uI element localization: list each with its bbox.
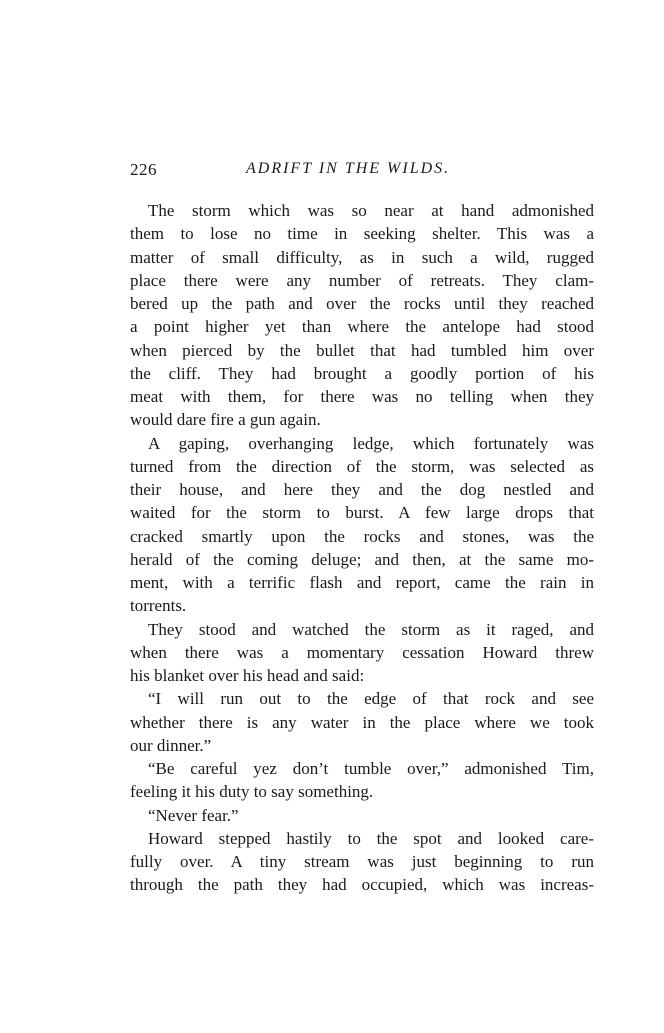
text-line: ment, with a terrific flash and report, came the rain in — [130, 573, 594, 592]
text-line: fully over. A tiny stream was just beginning to run — [130, 852, 594, 871]
text-line: whether there is any water in the place where we took — [130, 712, 594, 732]
text-line: waited for the storm to burst. A few large drops that — [130, 503, 594, 523]
text-line: They stood and watched the storm as it raged, and — [148, 619, 594, 639]
text-line: turned from the direction of the storm, was selected as — [130, 456, 594, 476]
text-line: cracked smartly upon the rocks and stones, was the — [130, 526, 594, 546]
text-line: “Never fear.” — [148, 805, 239, 825]
text-line: when there was a momentary cessation Howard threw — [130, 642, 594, 662]
text-line: “Be careful yez don’t tumble over,” admonished Tim, — [148, 759, 594, 778]
text-line: “I will run out to the edge of that rock and see — [148, 689, 594, 709]
text-line: Howard stepped hastily to the spot and looked care- — [148, 828, 594, 848]
page-header — [130, 160, 600, 184]
text-line: meat with them, for there was no telling when they — [130, 387, 594, 406]
text-line: a point higher yet than where the antelope had stood — [130, 317, 594, 337]
running-title: ADRIFT IN THE WILDS. — [246, 160, 451, 177]
text-line: his blanket over his head and said: — [130, 666, 365, 685]
text-line: feeling it his duty to say something. — [130, 782, 374, 802]
text-line: A gaping, overhanging ledge, which fortunately was — [148, 433, 594, 453]
text-line: matter of small difficulty, as in such a wild, rugged — [130, 247, 594, 267]
body-text — [130, 199, 594, 897]
text-line: would dare fire a gun again. — [130, 410, 321, 430]
text-line: The storm which was so near at hand admonished — [148, 201, 594, 220]
text-line: the cliff. They had brought a goodly portion of his — [130, 363, 594, 383]
page-number: 226 — [130, 160, 157, 179]
text-line: them to lose no time in seeking shelter. This was a — [130, 224, 594, 244]
text-line: torrents. — [130, 596, 187, 616]
text-line: through the path they had occupied, which was increas- — [130, 875, 594, 895]
text-line: herald of the coming deluge; and then, at the same mo- — [130, 549, 594, 569]
text-line: their house, and here they and the dog nestled and — [130, 480, 594, 499]
text-line: bered up the path and over the rocks until they reached — [130, 294, 594, 313]
text-line: when pierced by the bullet that had tumbled him over — [130, 340, 594, 360]
text-line: place there were any number of retreats. They clam- — [130, 270, 594, 290]
text-line: our dinner.” — [130, 735, 212, 755]
